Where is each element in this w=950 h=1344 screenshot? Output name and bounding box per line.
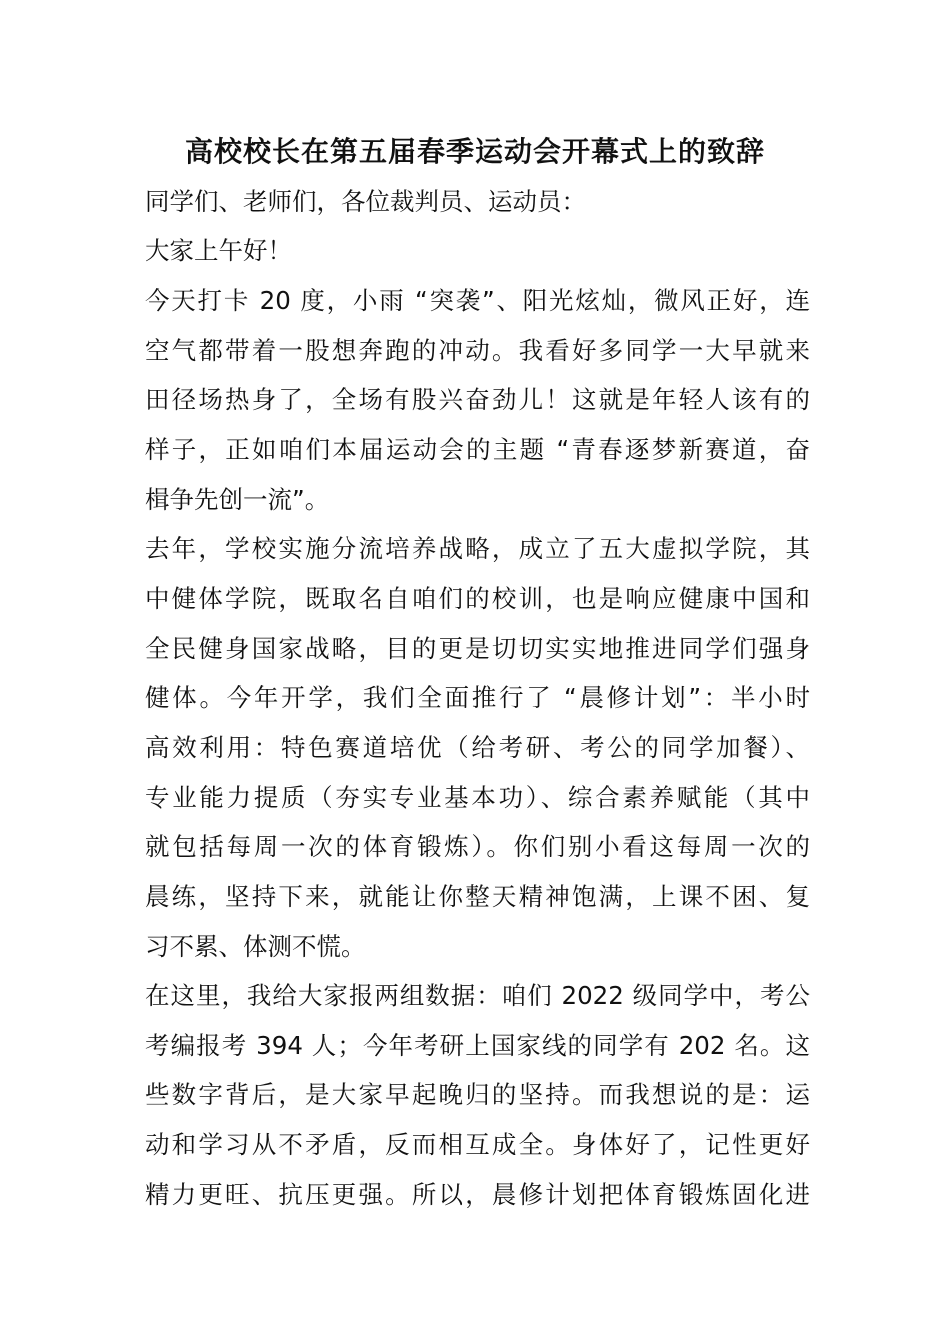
body-line: 楫争先创一流”。 [145,485,330,514]
body-line: 空气都带着一股想奔跑的冲动。我看好多同学一大早就来 [145,336,810,365]
body-line: 考编报考 394 人；今年考研上国家线的同学有 202 名。这 [145,1031,810,1060]
body-line: 健体。今年开学，我们全面推行了 “晨修计划”：半小时 [145,683,810,712]
body-line: 在这里，我给大家报两组数据：咱们 2022 级同学中，考公 [145,981,810,1010]
body-line: 今天打卡 20 度，小雨 “突袭”、阳光炫灿，微风正好，连 [145,286,810,315]
body-line: 些数字背后，是大家早起晚归的坚持。而我想说的是：运 [145,1080,810,1109]
body-line: 中健体学院，既取名自咱们的校训，也是响应健康中国和 [145,584,810,613]
body-line: 样子，正如咱们本届运动会的主题 “青春逐梦新赛道，奋 [145,435,810,464]
body-line: 晨练，坚持下来，就能让你整天精神饱满，上课不困、复 [145,882,810,911]
body-line: 高效利用：特色赛道培优（给考研、考公的同学加餐）、 [145,733,810,762]
body-line: 田径场热身了，全场有股兴奋劲儿！这就是年轻人该有的 [145,385,810,414]
body-line: 全民健身国家战略，目的更是切切实实地推进同学们强身 [145,634,810,663]
body-line: 去年，学校实施分流培养战略，成立了五大虚拟学院，其 [145,534,810,563]
body-line: 就包括每周一次的体育锻炼）。你们别小看这每周一次的 [145,832,810,861]
document-title: 高校校长在第五届春季运动会开幕式上的致辞 [184,135,765,168]
body-line: 专业能力提质（夯实专业基本功）、综合素养赋能（其中 [145,783,810,812]
body-line: 精力更旺、抗压更强。所以，晨修计划把体育锻炼固化进 [145,1180,810,1209]
greeting-line: 大家上午好！ [145,236,292,265]
body-line: 习不累、体测不慌。 [145,932,366,961]
body-line: 动和学习从不矛盾，反而相互成全。身体好了，记性更好 [145,1130,810,1159]
salutation-line: 同学们、老师们，各位裁判员、运动员： [145,187,586,216]
